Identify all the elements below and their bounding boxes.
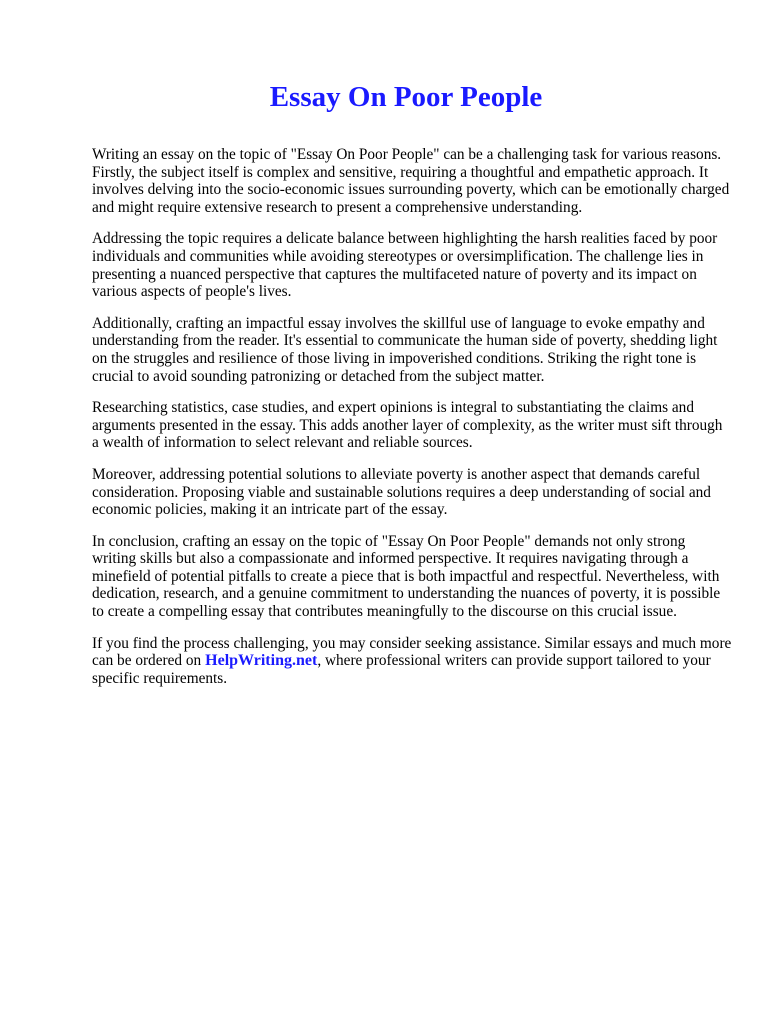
closing-text-after-link: , where professional writers can provide support tailored to your specific requirements. (92, 652, 711, 687)
closing-text-before-link: If you find the process challenging, you may consider seeking assistance. Similar essays and much more can be ordered on (92, 634, 732, 670)
helpwriting-link[interactable]: HelpWriting.net (205, 652, 318, 670)
paragraph-4: Researching statistics, case studies, and expert opinions is integral to substantiating the claims and arguments presented in the essay. This adds another layer of complexity, as the writer must sift through a wealth of information to select relevant and reliable sources. (92, 399, 723, 452)
paragraph-6: In conclusion, crafting an essay on the topic of "Essay On Poor People" demands not only strong writing skills but also a compassionate and informed perspective. It requires navigating through a minefield of potential pitfalls to create a piece that is both impactful and respectful. Nevertheless, with dedication, research, and a genuine commitment to understanding the nuances of poverty, it is possible to create a compelling essay that contributes meaningfully to the discourse on this crucial issue. (92, 532, 721, 621)
paragraph-3: Additionally, crafting an impactful essay involves the skillful use of language to evoke empathy and understanding from the reader. It's essential to communicate the human side of poverty, shedding light on the struggles and resilience of those living in impoverished conditions. Striking the right tone is crucial to avoid sounding patronizing or detached from the subject matter. (92, 314, 718, 385)
closing-paragraph (92, 635, 732, 688)
page-title: Essay On Poor People (269, 81, 543, 113)
paragraph-1: Writing an essay on the topic of "Essay On Poor People" can be a challenging task for various reasons. Firstly, the subject itself is complex and sensitive, requiring a thoughtful and empathetic approach. It involves delving into the socio-economic issues surrounding poverty, which can be emotionally charged and might require extensive research to present a comprehensive understanding. (92, 146, 730, 216)
paragraph-2: Addressing the topic requires a delicate balance between highlighting the harsh realities faced by poor individuals and communities while avoiding stereotypes or oversimplification. The challenge lies in presenting a nuanced perspective that captures the multifaceted nature of poverty and its impact on various aspects of people's lives. (92, 230, 718, 301)
essay-body (92, 146, 732, 701)
paragraph-5: Moreover, addressing potential solutions to alleviate poverty is another aspect that demands careful consideration. Proposing viable and sustainable solutions requires a deep understanding of social and economic policies, making it an intricate part of the essay. (92, 465, 711, 519)
